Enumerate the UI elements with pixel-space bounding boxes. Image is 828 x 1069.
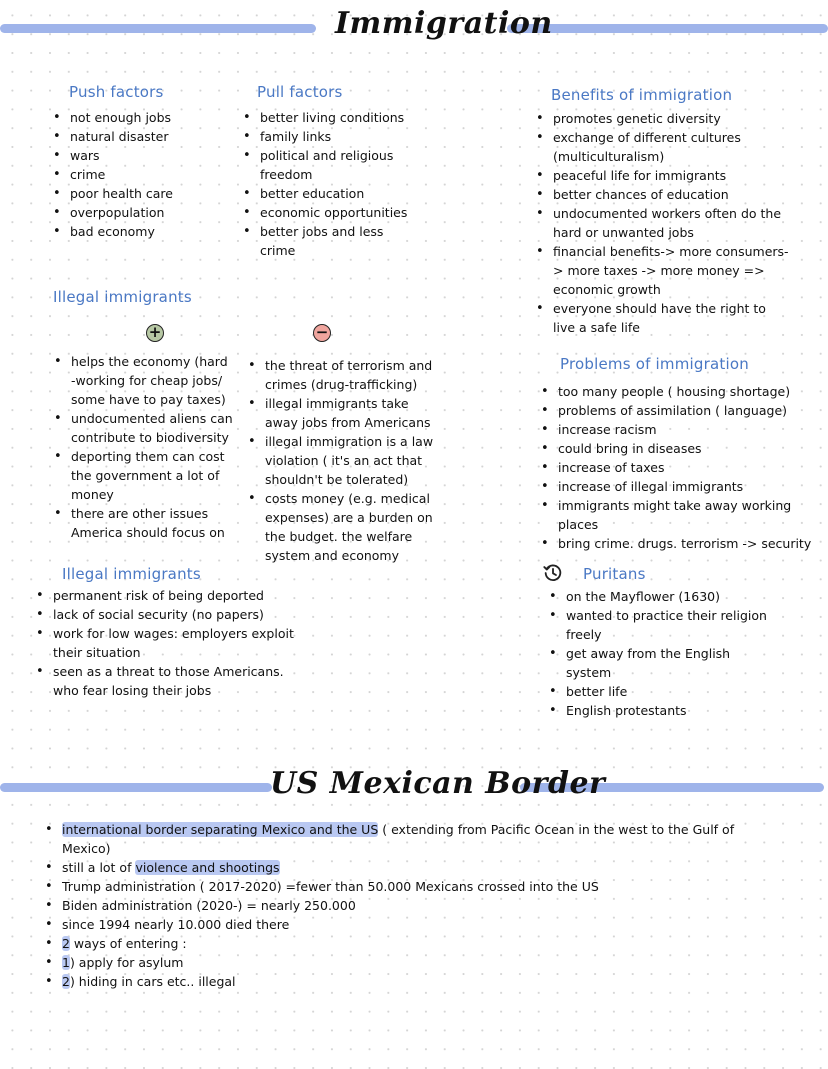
illegal-immigrants-heading-1: Illegal immigrants (53, 288, 192, 306)
list-item: • lack of social security (no papers) (36, 605, 306, 624)
problems-heading: Problems of immigration (560, 355, 749, 373)
list-item: • wanted to practice their religion freely (549, 606, 779, 644)
list-item: • illegal immigrants take away jobs from Americans (248, 394, 443, 432)
title-band-left (0, 24, 316, 33)
border-highlight-2: violence and shootings (135, 860, 280, 875)
list-item: • crime (53, 165, 238, 184)
list-item: • better chances of education (536, 185, 791, 204)
border-item-4: • Biden administration (2020-) = nearly 250.000 (45, 896, 765, 915)
list-item: • permanent risk of being deported (36, 586, 306, 605)
list-item: • peaceful life for immigrants (536, 166, 791, 185)
list-item: • problems of assimilation ( language) (541, 401, 816, 420)
border-highlight-1: international border separating Mexico and the US (62, 822, 379, 837)
border-item-7: • 1) apply for asylum (45, 953, 765, 972)
border-item-1: • international border separating Mexico and the US ( extending from Pacific Ocean in the west to the Gulf of Mexico) (45, 820, 765, 858)
pull-factors-heading: Pull factors (257, 83, 343, 101)
list-item: • increase racism (541, 420, 816, 439)
list-item: • illegal immigration is a law violation ( it's an act that shouldn't be tolerated) (248, 432, 443, 489)
list-item: • everyone should have the right to live a safe life (536, 299, 791, 337)
list-item: • better life (549, 682, 779, 701)
illegal-pros-list (54, 352, 236, 542)
puritans-list (549, 587, 779, 720)
list-item: • increase of taxes (541, 458, 816, 477)
list-item: • seen as a threat to those Americans. who fear losing their jobs (36, 662, 306, 700)
puritans-heading: Puritans (583, 565, 646, 583)
pull-factors-list (243, 108, 413, 260)
minus-circle-icon: − (313, 324, 331, 342)
page-title: Immigration (335, 6, 553, 41)
illegal-immigrants-heading-2: Illegal immigrants (62, 565, 201, 583)
list-item: • immigrants might take away working places (541, 496, 816, 534)
list-item: • family links (243, 127, 413, 146)
list-item: • increase of illegal immigrants (541, 477, 816, 496)
list-item: • on the Mayflower (1630) (549, 587, 779, 606)
border-item-2: • still a lot of violence and shootings (45, 858, 765, 877)
benefits-heading: Benefits of immigration (551, 86, 733, 104)
list-item: • could bring in diseases (541, 439, 816, 458)
list-item: • economic opportunities (243, 203, 413, 222)
list-item: • undocumented workers often do the hard or unwanted jobs (536, 204, 791, 242)
list-item: • wars (53, 146, 238, 165)
list-item: • bad economy (53, 222, 238, 241)
list-item: • undocumented aliens can contribute to biodiversity (54, 409, 236, 447)
list-item: • costs money (e.g. medical expenses) are a burden on the budget. the welfare system and economy (248, 489, 443, 565)
border-item-8: • 2) hiding in cars etc.. illegal (45, 972, 765, 991)
list-item: • promotes genetic diversity (536, 109, 791, 128)
list-item: • the threat of terrorism and crimes (drug-trafficking) (248, 356, 443, 394)
list-item: • not enough jobs (53, 108, 238, 127)
list-item: • better jobs and less crime (243, 222, 413, 260)
list-item: • poor health care (53, 184, 238, 203)
list-item: • better education (243, 184, 413, 203)
border-title: US Mexican Border (270, 766, 606, 801)
list-item: • get away from the English system (549, 644, 779, 682)
push-factors-heading: Push factors (69, 83, 164, 101)
list-item: • too many people ( housing shortage) (541, 382, 816, 401)
border-item-5: • since 1994 nearly 10.000 died there (45, 915, 765, 934)
push-factors-list (53, 108, 238, 241)
list-item: • natural disaster (53, 127, 238, 146)
border-list (45, 820, 765, 991)
illegal-cons-list (248, 356, 443, 565)
border-item-3: • Trump administration ( 2017-2020) =fewer than 50.000 Mexicans crossed into the US (45, 877, 765, 896)
list-item: • deporting them can cost the government a lot of money (54, 447, 236, 504)
list-item: • political and religious freedom (243, 146, 413, 184)
list-item: • overpopulation (53, 203, 238, 222)
illegal-facts-list (36, 586, 306, 700)
list-item: • bring crime. drugs. terrorism -> security (541, 534, 816, 553)
plus-circle-icon: + (146, 324, 164, 342)
list-item: • work for low wages: employers exploit their situation (36, 624, 306, 662)
list-item: • exchange of different cultures (multiculturalism) (536, 128, 791, 166)
problems-list (541, 382, 816, 553)
border-band-left (0, 783, 272, 792)
benefits-list (536, 109, 791, 337)
list-item: • helps the economy (hard -working for cheap jobs/ some have to pay taxes) (54, 352, 236, 409)
list-item: • financial benefits-> more consumers-> more taxes -> more money => economic growth (536, 242, 791, 299)
border-item-6: • 2 ways of entering : (45, 934, 765, 953)
history-icon (542, 562, 564, 584)
list-item: • better living conditions (243, 108, 413, 127)
list-item: • there are other issues America should focus on (54, 504, 236, 542)
title-band-right (507, 24, 828, 33)
list-item: • English protestants (549, 701, 779, 720)
